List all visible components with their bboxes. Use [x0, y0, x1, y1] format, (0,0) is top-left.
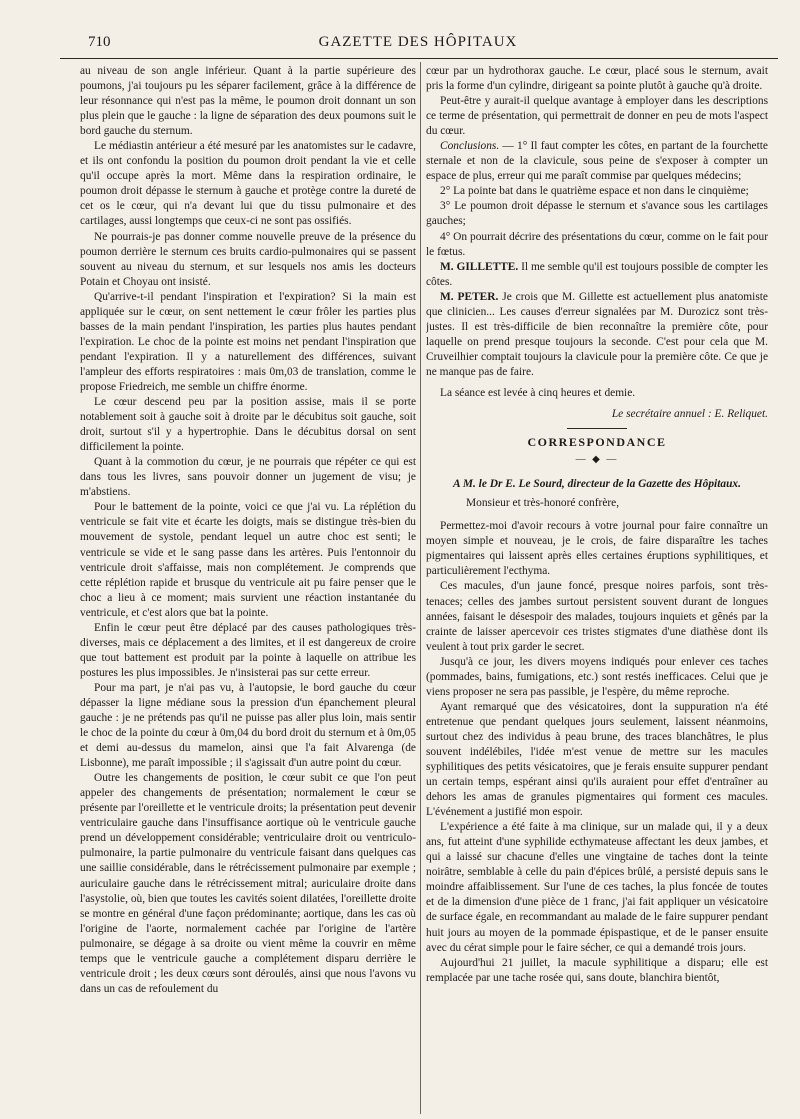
paragraph: cœur par un hydrothorax gauche. Le cœur, placé sous le sternum, avait pris la forme d'un cylindre, dirigeant sa pointe plutôt à gauche qu'à droite. — [426, 65, 768, 93]
paragraph: Le médiastin antérieur a été mesuré par les anatomistes sur le cadavre, et ils ont confondu la position du poumon droit pendant la vie et celle qu'il occupe après la mort. Même dans la respiration ordinaire, le poumon droit dépasse le sternum à gauche et protège contre la dureté de cet os le cœur, qui n'a devant lui que du tissu pulmonaire et des cartilages, aussi longtemps que ceux-ci ne sont pas ossifiés. — [80, 140, 416, 228]
ornament-divider: — ◆ — — [575, 454, 619, 466]
paragraph: Peut-être y aurait-il quelque avantage à employer dans les descriptions ce terme de présentation, qui permettrait de donner en peu de mots l'aspect du cœur. — [426, 95, 768, 138]
section-title: CORRESPONDANCE — [527, 435, 667, 450]
conclusion-4: 4° On pourrait décrire des présentations du cœur, comme on le fait pour le fœtus. — [426, 230, 768, 258]
conclusion-3: 3° Le poumon droit dépasse le sternum et s'avance sous les cartilages gauches; — [426, 200, 768, 228]
paragraph: au niveau de son angle inférieur. Quant à la partie supérieure des poumons, j'ai toujours pu les séparer facilement, grâce à la différence de leur résonnance qui n'est pas la même, le poumon droit donnant un son plus plein que le gauche : la ligne de séparation des deux poumons suit le bord gauche du sternum. — [80, 65, 416, 138]
paragraph: Pour le battement de la pointe, voici ce que j'ai vu. La réplétion du ventricule se fait vite et écarte les doigts, mais se distingue très-bien du mouvement de systole, pendant lequel un autre choc est senti; le ventricule se vide et le sang passe dans les artères. Puis l'entonnoir du ventricule droit s'affaisse, mais non complétement. Je comprends que cette réplétion rapide et brusque du ventricule ait pu faire penser que le choc a lieu à ce moment; mais survient une réaction instantanée du ventricule, et c'est alors que bat la pointe. — [80, 501, 416, 619]
paragraph: Quant à la commotion du cœur, je ne pourrais que répéter ce qui est dans tous les livres, sans pouvoir donner un jugement de visu; je m'abstiens. — [80, 456, 416, 499]
paragraph: Le cœur descend peu par la position assise, mais il se porte notablement soit à gauche soit à droite par le décubitus soit gauche, soit droit, surtout s'il y a hypertrophie. Dans le décubitus dorsal on sent difficilement la pointe. — [80, 396, 416, 454]
letter-paragraph: Permettez-moi d'avoir recours à votre journal pour faire connaître un moyen simple et nouveau, je le crois, de faire disparaître les taches pigmentaires qui laissent après elles certaines éruptions syphilitiques, et particulièrement l'ecthyma. — [426, 520, 768, 578]
secretary-signature: Le secrétaire annuel : E. Reliquet. — [611, 408, 768, 421]
conclusion-2: 2° La pointe bat dans le quatrième espace et non dans le cinquième; — [440, 185, 749, 198]
left-column — [80, 64, 416, 1114]
running-title: GAZETTE DES HÔPITAUX — [318, 34, 518, 50]
separator-rule — [567, 428, 627, 429]
right-column — [426, 64, 768, 1114]
conclusion-1: — 1° Il faut compter les côtes, en partant de la fourchette sternale et non de la clavicule, sous peine de s'exposer à compter un espace de plus, erreur qui me paraît commise par quelques médecins; — [426, 140, 768, 183]
letter-paragraph: Aujourd'hui 21 juillet, la macule syphilitique a disparu; elle est remplacée par une tache rosée qui, sans doute, blanchira bientôt, — [426, 956, 768, 984]
peter-text: Je crois que M. Gillette est actuellement plus anatomiste que clinicien... Les causes d'erreur signalées par M. Durozicz sont très-justes. Il est très-difficile de bien reconnaître la première côte, pour laquelle on prend presque toujours la seconde. C'est pour cela que M. Cruveilhier comptait toujours la clavicule pour la première côte. Ce que je ne manque pas de faire. — [426, 290, 768, 378]
letter-salutation: Monsieur et très-honoré confrère, — [466, 497, 620, 510]
conclusions-paragraph — [426, 139, 768, 184]
column-divider — [420, 62, 421, 1114]
header-rule — [60, 58, 778, 59]
peter-remark — [426, 290, 768, 380]
paragraph: Qu'arrive-t-il pendant l'inspiration et l'expiration? Si la main est appliquée sur le cœur, on sent nettement le cœur frôler les parties plus basses de la main pendant l'inspiration, les parties plus hautes pendant l'expiration. Le choc de la pointe est moins net pendant l'inspiration que pendant l'expiration. Il y a naturellement des différences, suivant l'ampleur des efforts respiratoires : mais 0m,03 de translation, comme le propose Friedreich, me semble un chiffre énorme. — [80, 290, 416, 393]
closing-line: La séance est levée à cinq heures et demie. — [440, 386, 636, 399]
speaker-gillette: M. GILLETTE. — [440, 260, 519, 273]
paragraph: Outre les changements de position, le cœur subit ce que l'on peut appeler des changements de présentation; normalement le cœur se présente par l'oreillette et le ventricule droits; la présentation peut devenir ventriculaire gauche dans l'insuffisance aortique où le ventricule gauche prend un développement considérable; ventriculaire droit ou ventriculo-pulmonaire, la partie pulmonaire du ventricule faisant dans quelques cas une saillie considérable, dans le rétrécissement pulmonaire par exemple ; auriculaire gauche dans le rétrécissement mitral; auriculaire droite dans l'asystolie, où, bien que toutes les cavités soient dilatées, l'oreillette droite se montre en général d'une façon prédominante; aortique, dans les cas où l'origine de l'aorte, normalement cachée par l'origine de l'artère pulmonaire, se dégage à sa droite ou vient même la couvrir en même temps que le ventricule gauche a complétement disparu derrière le ventricule droit ; les deux cœurs sont déroulés, ainsi que nous l'avons vu dans un cas de refoulement du — [80, 772, 416, 995]
page-header — [60, 30, 776, 54]
letter-paragraph: Ayant remarqué que des vésicatoires, dont la suppuration n'a été entretenue que pendant quelques jours seulement, laissent néanmoins, surtout chez des individus à peau brune, des traces blanchâtres, le plus souvent indélébiles, l'idée m'est venue de mettre sur les macules syphilitiques des petits vésicatoires, que je ferais ensuite suppurer pendant un certain temps, espérant ainsi qu'ils auraient pour effet d'entraîner au dehors les amas de granules pigmentaires qui forment ces macules. L'événement a justifié mon espoir. — [426, 700, 768, 819]
paragraph: Pour ma part, je n'ai pas vu, à l'autopsie, le bord gauche du cœur dépasser la ligne médiane sous la pression d'un épanchement pleural gauche : je ne prétends pas qu'il ne puisse pas aller plus loin, mais sentir le choc de la pointe du cœur à 0m,04 du bord droit du sternum et à 0m,05 et demi au-dessus du mamelon, ainsi que l'a fait Alvarenga (de Lisbonne), me paraît impossible ; il s'agissait d'un autre point du cœur. — [80, 681, 416, 770]
gillette-text: Il me semble qu'il est toujours possible de compter les côtes. — [426, 260, 768, 288]
paragraph: Enfin le cœur peut être déplacé par des causes pathologiques très-diverses, mais ce déplacement a des limites, et il est dangereux de croire que tout battement est produit par la pointe à laquelle on attribue les postures les plus impossibles. Je n'insisterai pas sur cette erreur. — [80, 621, 416, 679]
paragraph: Ne pourrais-je pas donner comme nouvelle preuve de la présence du poumon derrière le sternum ces bruits cardio-pulmonaires qui se passent souvent au niveau du sternum, et sur lesquels nos amis les docteurs Potain et Choyau ont insisté. — [80, 230, 416, 288]
letter-addressee: A M. le Dr E. Le Sourd, directeur de la Gazette des Hôpitaux. — [453, 478, 741, 491]
page-number: 710 — [88, 34, 111, 50]
gillette-remark — [426, 260, 768, 290]
letter-paragraph: Jusqu'à ce jour, les divers moyens indiqués pour enlever ces taches (pommades, bains, fumigations, etc.) sont restés inefficaces. Celui que je viens proposer ne sera pas passible, je l'espère, du même reproche. — [426, 655, 768, 698]
letter-paragraph: Ces macules, d'un jaune foncé, presque noires parfois, sont très-tenaces; celles des jambes surtout persistent souvent durant de longues années, faisant le désespoir des malades, toujours inquiets et gênés par la crainte de laisser apercevoir ces tristes stigmates d'une diathèse dont ils veulent à tout prix garder le secret. — [426, 580, 768, 653]
letter-paragraph: L'expérience a été faite à ma clinique, sur un malade qui, il y a deux ans, fut atteint d'une syphilide ecthymateuse affectant les deux jambes, et qui a laissé sur chacune d'elles une vingtaine de taches dont la teinte noirâtre, semblable à celle du pain d'épices brûlé, a persisté depuis sans le moindre affaiblissement. Sur l'une de ces taches, la plus foncée de toutes et de la dimension d'une pièce de 1 franc, j'ai fait appliquer un vésicatoire de surface égale, en recommandant au malade de le faire suppurer pendant huit jours au moyen de la pommade épispastique, et de le panser ensuite avec du cérat simple pour le faire sécher, ce qui a demandé trois jours. — [426, 821, 768, 954]
conclusions-label: Conclusions. — [440, 140, 500, 153]
speaker-peter: M. PETER. — [440, 290, 499, 303]
